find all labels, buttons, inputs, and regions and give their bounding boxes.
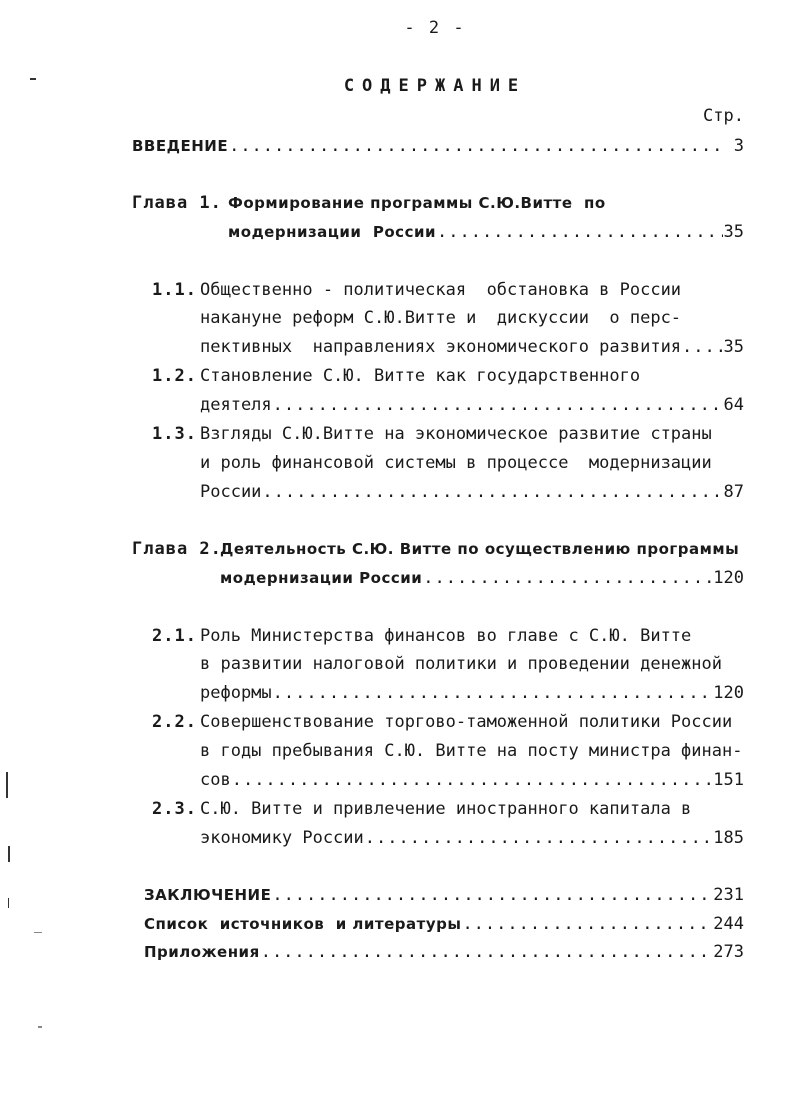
section-title: С.Ю. Витте и привлечение иностранного капитала в bbox=[200, 799, 692, 819]
entry-label: Приложения bbox=[144, 943, 260, 961]
toc-section-2-1-line1 bbox=[152, 624, 691, 648]
section-title-cont: в годы пребывания С.Ю. Витте на посту министра финан- bbox=[200, 741, 743, 761]
toc-entry-sources bbox=[144, 912, 744, 936]
section-title-cont: сов bbox=[200, 770, 231, 790]
dot-leader bbox=[261, 940, 713, 964]
chapter-title: Формирование программы С.Ю.Витте по bbox=[228, 194, 606, 212]
dot-leader bbox=[262, 480, 722, 504]
entry-label: ЗАКЛЮЧЕНИЕ bbox=[144, 886, 272, 904]
scan-artifact bbox=[30, 78, 36, 80]
entry-page: 151 bbox=[713, 770, 744, 790]
dot-leader bbox=[273, 681, 713, 705]
toc-section-2-2-line2 bbox=[200, 739, 742, 763]
toc-entry-conclusion bbox=[144, 883, 744, 907]
section-title-cont: России bbox=[200, 482, 262, 502]
toc-section-2-1-line3 bbox=[200, 681, 744, 705]
section-title-cont: пективных направлениях экономического развития bbox=[200, 337, 682, 357]
toc-section-2-3-line1 bbox=[152, 797, 691, 821]
page-number: - 2 - bbox=[404, 18, 466, 38]
chapter-title-cont: модернизации России bbox=[228, 223, 436, 241]
entry-page: 273 bbox=[713, 942, 744, 962]
toc-title: СОДЕРЖАНИЕ bbox=[343, 76, 527, 96]
section-number: 2.3. bbox=[152, 799, 197, 819]
toc-section-2-3-line2 bbox=[200, 826, 744, 850]
section-number: 1.3. bbox=[152, 424, 197, 444]
entry-page: 64 bbox=[723, 395, 744, 415]
chapter-title-cont: модернизации России bbox=[220, 569, 423, 587]
entry-label: ВВЕДЕНИЕ bbox=[132, 137, 229, 155]
dot-leader bbox=[229, 134, 723, 158]
section-number: 2.1. bbox=[152, 626, 197, 646]
section-number: 1.1. bbox=[152, 280, 197, 300]
entry-page: 231 bbox=[713, 885, 744, 905]
scan-artifact bbox=[34, 932, 42, 933]
section-title: Взгляды С.Ю.Витте на экономическое развитие страны bbox=[200, 424, 712, 444]
section-title-cont: и роль финансовой системы в процессе модернизации bbox=[200, 453, 712, 473]
dot-leader bbox=[232, 768, 713, 792]
toc-chapter-2-line2 bbox=[220, 566, 744, 590]
section-title-cont: экономику России bbox=[200, 828, 364, 848]
dot-leader bbox=[365, 826, 713, 850]
toc-chapter-1-line2 bbox=[228, 220, 744, 244]
section-title: Общественно - политическая обстановка в России bbox=[200, 280, 682, 300]
section-title-cont: реформы bbox=[200, 683, 272, 703]
toc-entry-intro bbox=[132, 134, 744, 158]
toc-entry-appendix bbox=[144, 940, 744, 964]
section-title-cont: в развитии налоговой политики и проведении денежной bbox=[200, 654, 722, 674]
toc-section-1-3-line3 bbox=[200, 480, 744, 504]
chapter-prefix: Глава 2. bbox=[132, 539, 222, 559]
toc-section-2-2-line3 bbox=[200, 768, 744, 792]
dot-leader bbox=[462, 912, 712, 936]
toc-section-2-1-line2 bbox=[200, 652, 722, 676]
entry-page: 35 bbox=[723, 337, 744, 357]
dot-leader bbox=[423, 566, 712, 590]
toc-section-1-1-line3 bbox=[200, 335, 744, 359]
section-title: Роль Министерства финансов во главе с С.Ю. Витте bbox=[200, 626, 692, 646]
toc-section-2-2-line1 bbox=[152, 710, 732, 734]
entry-page: 120 bbox=[713, 683, 744, 703]
page-column-label: Стр. bbox=[703, 106, 744, 126]
toc-section-1-1-line1 bbox=[152, 278, 681, 302]
chapter-prefix: Глава 1. bbox=[132, 193, 222, 213]
toc-section-1-3-line2 bbox=[200, 451, 712, 475]
dot-leader bbox=[437, 220, 723, 244]
entry-page: 120 bbox=[713, 568, 744, 588]
toc-section-1-2-line1 bbox=[152, 364, 640, 388]
section-number: 1.2. bbox=[152, 366, 197, 386]
section-title-cont: накануне реформ С.Ю.Витте и дискуссии о перс- bbox=[200, 308, 682, 328]
scan-artifact bbox=[6, 772, 8, 798]
chapter-title: Деятельность С.Ю. Витте по осуществлению программы bbox=[220, 540, 740, 558]
section-title: Становление С.Ю. Витте как государственного bbox=[200, 366, 641, 386]
dot-leader bbox=[273, 393, 723, 417]
entry-page: 185 bbox=[713, 828, 744, 848]
toc-chapter-1-line1 bbox=[132, 191, 606, 215]
scan-artifact bbox=[38, 1026, 42, 1028]
toc-section-1-3-line1 bbox=[152, 422, 712, 446]
toc-chapter-2-line1 bbox=[132, 537, 739, 561]
entry-page: 35 bbox=[723, 222, 744, 242]
toc-section-1-1-line2 bbox=[200, 306, 681, 330]
entry-page: 87 bbox=[723, 482, 744, 502]
toc-section-1-2-line2 bbox=[200, 393, 744, 417]
dot-leader bbox=[682, 335, 722, 359]
entry-page: 3 bbox=[733, 136, 744, 156]
entry-page: 244 bbox=[713, 914, 744, 934]
entry-label: Список источников и литературы bbox=[144, 915, 462, 933]
section-title: Совершенствование торгово-таможенной политики России bbox=[200, 712, 733, 732]
scan-artifact bbox=[8, 898, 9, 908]
scan-artifact bbox=[8, 846, 10, 862]
section-number: 2.2. bbox=[152, 712, 197, 732]
section-title-cont: деятеля bbox=[200, 395, 272, 415]
dot-leader bbox=[272, 883, 712, 907]
